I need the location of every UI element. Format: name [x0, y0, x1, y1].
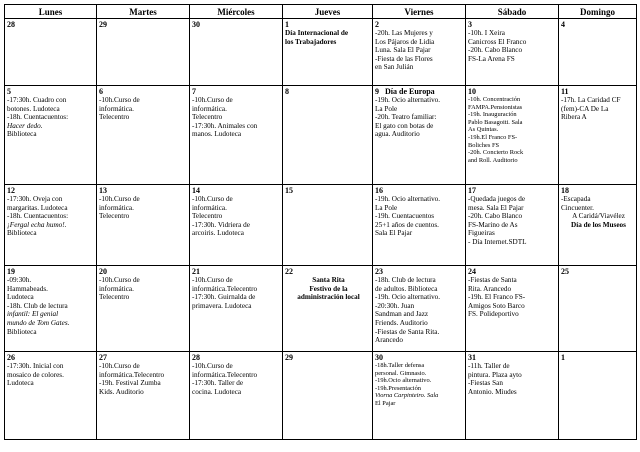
event-line: Viorna Carpinteiro. Sala: [375, 392, 439, 400]
event-line: ¡Fergal echa humo!.: [7, 220, 67, 229]
event-line: -18h. Club de lectura: [375, 276, 436, 284]
event-line: botones. Ludoteca: [7, 104, 60, 113]
day-cell-wednesday: [190, 19, 283, 86]
calendar-week-row: [5, 86, 637, 185]
day-cell-saturday: [466, 86, 559, 185]
day-cell-monday: [5, 185, 97, 266]
day-number: 2: [375, 20, 379, 29]
event-line: Figueiras: [468, 229, 495, 238]
day-number: 9: [375, 87, 379, 96]
event-line: FS-La Arena FS: [468, 54, 515, 63]
day-number: 25: [561, 267, 569, 276]
event-line: en San Julián: [375, 63, 414, 72]
day-cell-saturday: [466, 352, 559, 440]
day-cell-wednesday: [190, 352, 283, 440]
header-saturday: Sábado: [466, 5, 559, 19]
event-line: informática.Telecentro: [99, 370, 165, 379]
calendar-table: [4, 4, 637, 440]
day-number: 31: [468, 353, 476, 362]
day-number: 3: [468, 20, 472, 29]
event-line: Antonio. Miudes: [468, 387, 517, 396]
event-line: -17h. La Caridad CF: [561, 96, 621, 104]
day-cell-thursday: [283, 86, 373, 185]
day-cell-thursday: [283, 266, 373, 352]
event-line: mesa. Sala El Pajar: [468, 203, 524, 212]
day-number: 22: [285, 267, 293, 276]
event-line: -10h.Curso de: [99, 96, 140, 104]
event-line: -19h. Ocio alternativo.: [375, 293, 441, 302]
event-line: -10h.Curso de: [99, 362, 140, 370]
event-line: informática.: [99, 104, 134, 113]
event-line: -Fiestas de Santa: [468, 276, 517, 284]
event-line: Ludoteca: [7, 379, 34, 388]
header-tuesday: Martes: [97, 5, 190, 19]
day-number: 6: [99, 87, 103, 96]
day-number: 1: [285, 20, 289, 29]
day-number: 11: [561, 87, 569, 96]
event-line: de adultos. Biblioteca: [375, 284, 438, 293]
event-line: -20h. Concierto Rock: [468, 149, 524, 157]
day-cell-monday: [5, 352, 97, 440]
day-number: 14: [192, 186, 200, 195]
event-line: -19h.El Franco FS-: [468, 133, 518, 141]
calendar-body: [5, 19, 637, 440]
event-line: Telecentro: [192, 212, 223, 221]
event-line: -10h.Curso de: [192, 362, 233, 370]
day-number: 8: [285, 87, 289, 96]
event-line: -10h.Curso de: [192, 195, 233, 203]
day-number: 27: [99, 353, 107, 362]
day-number: 29: [285, 353, 293, 362]
event-line: (fem)-CA De La: [561, 104, 609, 113]
event-line: mosaico de colores.: [7, 370, 64, 379]
event-line: -19h. El Franco FS-: [468, 293, 526, 302]
day-cell-sunday: [559, 185, 637, 266]
event-line: manos. Ludoteca: [192, 130, 242, 139]
event-line: informática.Telecentro: [192, 370, 258, 379]
header-sunday: Domingo: [559, 5, 637, 19]
event-line: -11h. Taller de: [468, 362, 510, 370]
event-line: personal. Gimnasio.: [375, 369, 427, 377]
event-line: agua. Auditorio: [375, 130, 420, 139]
event-line: -10h. I Xeira: [468, 29, 505, 37]
event-line: FS-Marino de As: [468, 220, 518, 229]
calendar-week-row: [5, 266, 637, 352]
event-line: informática.: [192, 104, 227, 113]
event-line: -17:30h. Vidriera de: [192, 220, 250, 229]
calendar-week-row: [5, 19, 637, 86]
event-line: los Trabajadores: [285, 37, 337, 46]
event-line: Amigos Soto Barco: [468, 301, 525, 310]
event-line: primavera. Ludoteca: [192, 301, 252, 310]
calendar-header-row: [5, 5, 637, 19]
event-line: El Pajar: [375, 399, 396, 407]
event-line: arcoiris. Ludoteca: [192, 229, 244, 238]
day-cell-sunday: [559, 266, 637, 352]
event-line: Friends. Auditorio: [375, 318, 428, 327]
event-line: -18h. Cuentacuentos:: [7, 113, 69, 122]
day-number: 28: [7, 20, 15, 29]
day-observance: Día de Europa: [385, 87, 435, 96]
day-cell-wednesday: [190, 185, 283, 266]
event-line: -18h. Club de lectura: [7, 301, 68, 310]
day-cell-monday: [5, 86, 97, 185]
event-line: pintura. Plaza ayto: [468, 370, 522, 379]
day-number: 5: [7, 87, 11, 96]
day-number: 13: [99, 186, 107, 195]
event-line: -17:30h. Animales con: [192, 121, 258, 130]
calendar-week-row: [5, 185, 637, 266]
day-cell-friday: [373, 86, 466, 185]
event-line: -10h. Concentración: [468, 96, 521, 103]
event-line: - Día Internet.SDTL: [468, 237, 527, 246]
event-line: -19h.Ocio alternativo.: [375, 377, 432, 385]
day-number: 18: [561, 186, 569, 195]
event-line: Día Internacional de: [285, 29, 349, 37]
day-number: 28: [192, 353, 200, 362]
day-number: 15: [285, 186, 293, 195]
event-line: Festivo de la: [309, 284, 348, 293]
event-line: -20h. Las Mujeres y: [375, 29, 433, 37]
day-number: 17: [468, 186, 476, 195]
event-line: Santa Rita: [312, 276, 345, 284]
event-line: cocina. Ludoteca: [192, 387, 242, 396]
header-friday: Viernes: [373, 5, 466, 19]
day-number: 26: [7, 353, 15, 362]
event-line: -17:30h. Taller de: [192, 379, 244, 388]
event-line: As Quintas.: [468, 126, 499, 134]
calendar-week-row: [5, 352, 637, 440]
event-line: El gato con botas de: [375, 121, 434, 130]
event-line: FAMPA.Pensionistas: [468, 103, 523, 111]
day-cell-thursday: [283, 352, 373, 440]
event-line: -10h.Curso de: [99, 276, 140, 284]
event-line: Biblioteca: [7, 229, 37, 238]
day-number: 24: [468, 267, 476, 276]
event-line: Biblioteca: [7, 130, 37, 139]
day-number: 1: [561, 353, 565, 362]
day-cell-sunday: [559, 86, 637, 185]
event-line: Sandman and Jazz: [375, 310, 429, 319]
event-line: La Pole: [375, 104, 398, 113]
day-cell-tuesday: [97, 352, 190, 440]
day-cell-sunday: [559, 19, 637, 86]
event-line: -10h.Curso de: [192, 96, 233, 104]
event-line: informática.Telecentro: [192, 284, 258, 293]
day-cell-monday: [5, 19, 97, 86]
day-number: 4: [561, 20, 565, 29]
event-line: administración local: [297, 293, 360, 302]
day-number: 19: [7, 267, 15, 276]
event-line: -18h.Taller defensa: [375, 362, 425, 369]
day-cell-thursday: [283, 19, 373, 86]
event-line: Telecentro: [99, 212, 130, 221]
day-number: 16: [375, 186, 383, 195]
event-line: Cincuenter.: [561, 203, 594, 212]
event-line: infantil: El genial: [7, 310, 59, 319]
day-heading: [375, 87, 465, 96]
event-line: mundo de Tom Gates.: [7, 318, 70, 327]
header-monday: Lunes: [5, 5, 97, 19]
event-line: -19h. Ocio alternativo.: [375, 96, 441, 104]
event-line: -10h.Curso de: [192, 276, 233, 284]
day-cell-wednesday: [190, 266, 283, 352]
event-line: -17:30h. Inicial con: [7, 362, 64, 370]
day-cell-saturday: [466, 185, 559, 266]
event-line: Rita. Arancedo: [468, 284, 512, 293]
event-line: margaritas. Ludoteca: [7, 203, 68, 212]
day-cell-friday: [373, 266, 466, 352]
event-line: Luna. Sala El Pajar: [375, 46, 431, 55]
event-line: Pablo Basagoiti. Sala: [468, 118, 523, 126]
event-line: -19h. Ocio alternativo.: [375, 195, 441, 203]
event-line: Hacer dedo.: [7, 121, 43, 130]
day-number: 29: [99, 20, 107, 29]
event-line: informática.: [99, 203, 134, 212]
event-line: -20h. Cabo Blanco: [468, 46, 523, 55]
event-line: A Caridá/Viavélez: [572, 212, 625, 221]
event-line: Ludoteca: [7, 293, 34, 302]
header-thursday: Jueves: [283, 5, 373, 19]
day-cell-friday: [373, 185, 466, 266]
day-cell-tuesday: [97, 19, 190, 86]
event-line: Boliches FS: [468, 141, 500, 149]
event-line: -09:30h.: [7, 276, 32, 284]
event-line: Canicross El Franco: [468, 37, 527, 46]
event-line: Hammabeads.: [7, 284, 48, 293]
day-cell-wednesday: [190, 86, 283, 185]
event-line: -10h.Curso de: [99, 195, 140, 203]
day-cell-tuesday: [97, 86, 190, 185]
event-line: Telecentro: [99, 293, 130, 302]
event-line: -Escapada: [561, 195, 591, 203]
event-line: Telecentro: [192, 113, 223, 122]
event-line: Biblioteca: [7, 327, 37, 336]
event-line: -18h. Cuentacuentos:: [7, 212, 69, 221]
event-line: Kids. Auditorio: [99, 387, 144, 396]
event-line: Ribera A: [561, 113, 587, 122]
day-number: 30: [192, 20, 200, 29]
event-line: -Fiestas de Santa Rita.: [375, 327, 440, 336]
day-cell-friday: [373, 19, 466, 86]
event-line: -20:30h. Juan: [375, 301, 415, 310]
event-line: -19h. Festival Zumba: [99, 379, 161, 388]
day-cell-friday: [373, 352, 466, 440]
event-line: -Quedada juegos de: [468, 195, 526, 203]
event-line: La Pole: [375, 203, 398, 212]
day-number: 30: [375, 353, 383, 362]
day-number: 23: [375, 267, 383, 276]
event-line: Arancedo: [375, 336, 403, 345]
day-cell-monday: [5, 266, 97, 352]
day-number: 12: [7, 186, 15, 195]
day-number: 7: [192, 87, 196, 96]
event-line: -19h. Inauguración: [468, 111, 517, 119]
event-line: 25+1 años de cuentos.: [375, 220, 439, 229]
event-line: Los Pájaros de Lidia: [375, 37, 435, 46]
day-number: 20: [99, 267, 107, 276]
event-line: Sala El Pajar: [375, 229, 413, 238]
event-line: -17:30h. Guirnalda de: [192, 293, 256, 302]
header-wednesday: Miércoles: [190, 5, 283, 19]
event-line: Telecentro: [99, 113, 130, 122]
day-cell-tuesday: [97, 266, 190, 352]
day-cell-tuesday: [97, 185, 190, 266]
event-line: informática.: [192, 203, 227, 212]
event-line: Día de los Museos: [571, 220, 626, 229]
event-line: -Fiestas San: [468, 379, 503, 388]
event-line: -17:30h. Oveja con: [7, 195, 63, 203]
event-line: informática.: [99, 284, 134, 293]
event-line: -19h. Cuentacuentos: [375, 212, 435, 221]
day-cell-saturday: [466, 266, 559, 352]
day-number: 10: [468, 87, 476, 96]
event-line: -20h. Cabo Blanco: [468, 212, 523, 221]
event-line: -17:30h. Cuadro con: [7, 96, 67, 104]
event-line: -20h. Teatro familiar:: [375, 113, 437, 122]
day-cell-saturday: [466, 19, 559, 86]
day-cell-sunday: [559, 352, 637, 440]
event-line: -Fiesta de las Flores: [375, 54, 433, 63]
event-line: -19h.Presentación: [375, 384, 421, 392]
event-line: FS. Polideportivo: [468, 310, 519, 319]
day-number: 21: [192, 267, 200, 276]
day-cell-thursday: [283, 185, 373, 266]
event-line: and Roll. Auditorio: [468, 156, 518, 164]
